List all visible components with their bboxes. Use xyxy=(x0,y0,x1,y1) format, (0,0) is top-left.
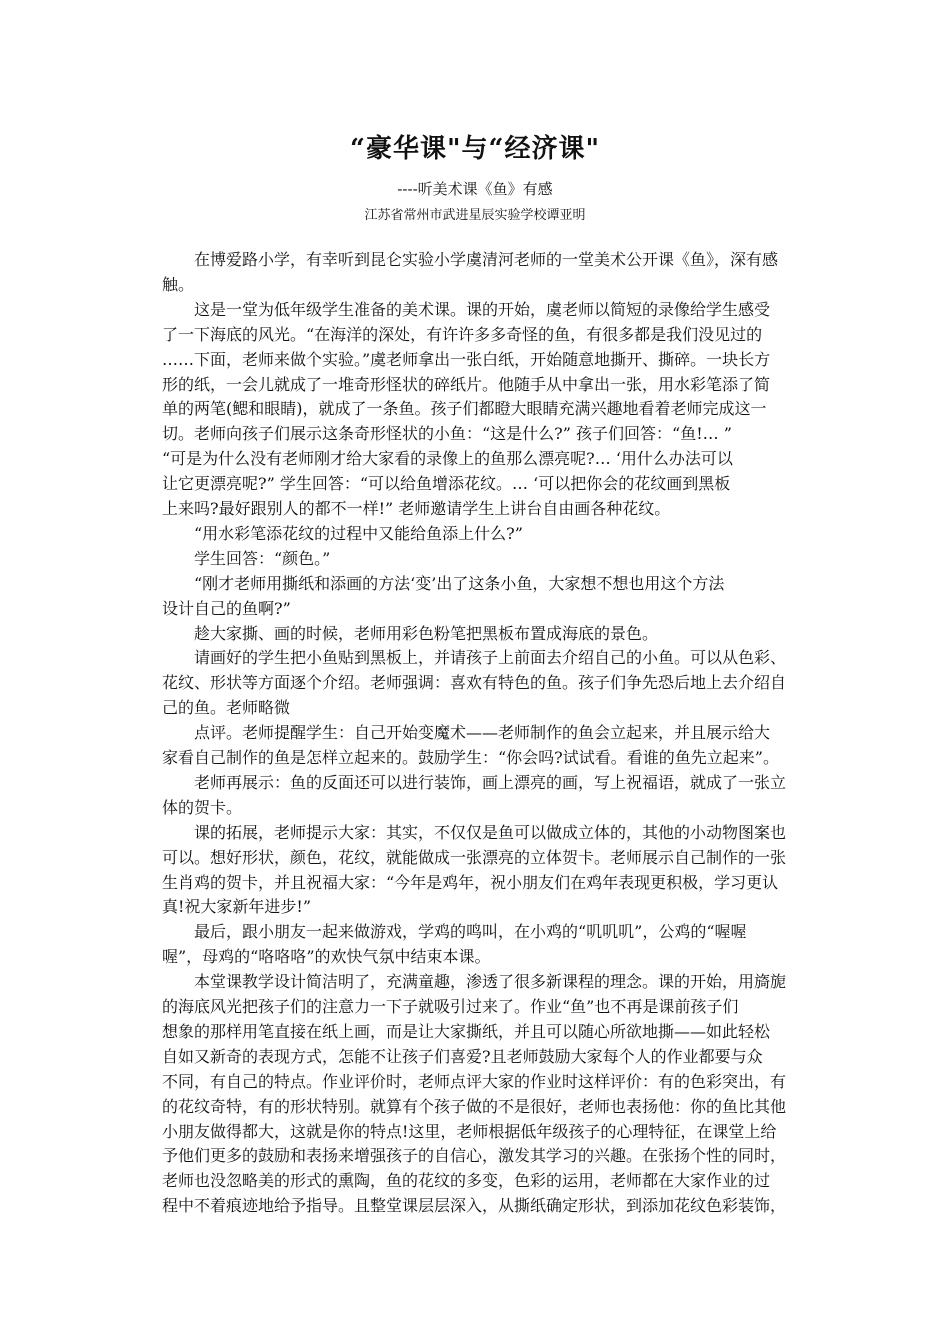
text-line: 本堂课教学设计简洁明了，充满童趣，渗透了很多新课程的理念。课的开始，用旖旎 xyxy=(194,972,787,992)
text-line: “用水彩笔添花纹的过程中又能给鱼添上什么?” xyxy=(194,523,523,543)
document-subtitle: ----听美术课《鱼》有感 xyxy=(397,180,553,198)
document-title: “豪华课"与“经济课" xyxy=(349,134,600,164)
text-line: 设计自己的鱼啊?” xyxy=(162,598,291,618)
text-line: 趁大家撕、画的时候，老师用彩色粉笔把黑板布置成海底的景色。 xyxy=(194,623,659,643)
text-line: 体的贺卡。 xyxy=(162,797,243,817)
text-line: 的花纹奇特，有的形状特别。就算有个孩子做的不是很好，老师也表扬他：你的鱼比其他 xyxy=(162,1096,787,1116)
text-line: 家看自己制作的鱼是怎样立起来的。鼓励学生：“你会吗?试试看。看谁的鱼先立起来”。 xyxy=(162,748,779,767)
text-line: ……下面，老师来做个实验。”虞老师拿出一张白纸，开始随意地撕开、撕碎。一块长方 xyxy=(162,349,771,369)
text-line: 最后，跟小朋友一起来做游戏，学鸡的鸣叫，在小鸡的“叽叽叽”，公鸡的“喔喔 xyxy=(194,922,747,942)
text-line: 在博爱路小学，有幸听到昆仑实验小学虞清河老师的一堂美术公开课《鱼》，深有感 xyxy=(194,250,779,269)
text-line: 老师再展示：鱼的反面还可以进行装饰，画上漂亮的画，写上祝福语，就成了一张立 xyxy=(194,772,787,792)
text-line: 的海底风光把孩子们的注意力一下子就吸引过来了。作业“鱼”也不再是课前孩子们 xyxy=(162,997,739,1016)
text-line: 学生回答：“颜色。” xyxy=(194,548,331,568)
text-line: 想象的那样用笔直接在纸上画，而是让大家撕纸，并且可以随心所欲地撕——如此轻松 xyxy=(162,1021,771,1041)
text-line: 点评。老师提醒学生：自己开始变魔术——老师制作的鱼会立起来，并且展示给大 xyxy=(194,723,771,743)
text-line: 不同，有自己的特点。作业评价时，老师点评大家的作业时这样评价：有的色彩突出，有 xyxy=(162,1071,787,1091)
text-line: 了一下海底的风光。“在海洋的深处，有许许多多奇怪的鱼，有很多都是我们没见过的 xyxy=(162,324,763,344)
text-line: 小朋友做得都大，这就是你的特点!这里，老师根据低年级孩子的心理特征，在课堂上给 xyxy=(162,1121,777,1141)
text-line: 老师也没忽略美的形式的熏陶，鱼的花纹的多变，色彩的运用，老师都在大家作业的过 xyxy=(162,1171,771,1191)
text-line: 上来吗?最好跟别人的都不一样!” 老师邀请学生上讲台自由画各种花纹。 xyxy=(162,499,671,518)
text-line: 喔”，母鸡的“咯咯咯”的欢快气氛中结束本课。 xyxy=(162,947,491,967)
text-line: 让它更漂亮呢?” 学生回答：“可以给鱼增添花纹。… ‘可以把你会的花纹画到黑板 xyxy=(162,474,731,494)
text-line: 程中不着痕迹地给予指导。且整堂课层层深入，从撕纸确定形状，到添加花纹色彩装饰， xyxy=(162,1196,787,1216)
text-line: 单的两笔(鳃和眼睛)，就成了一条鱼。孩子们都瞪大眼睛充满兴趣地看着老师完成这一 xyxy=(162,399,767,419)
text-line: 花纹、形状等方面逐个介绍。老师强调：喜欢有特色的鱼。孩子们争先恐后地上去介绍自 xyxy=(162,673,787,693)
document-author: 江苏省常州市武进星辰实验学校谭亚明 xyxy=(364,208,586,223)
text-line: 予他们更多的鼓励和表扬来增强孩子的自信心，激发其学习的兴趣。在张扬个性的同时， xyxy=(162,1146,787,1166)
text-line: 生肖鸡的贺卡，并且祝福大家：“今年是鸡年，祝小朋友们在鸡年表现更积极，学习更认 xyxy=(162,872,779,892)
text-line: 真!祝大家新年进步!” xyxy=(162,897,312,917)
text-line: 己的鱼。老师略微 xyxy=(162,698,291,718)
text-line: 切。老师向孩子们展示这条奇形怪状的小鱼：“这是什么?” 孩子们回答：“鱼!… ” xyxy=(162,424,732,444)
text-line: 可以。想好形状，颜色，花纹，就能做成一张漂亮的立体贺卡。老师展示自己制作的一张 xyxy=(162,847,787,867)
text-line: 触。 xyxy=(162,274,195,294)
text-line: 这是一堂为低年级学生准备的美术课。课的开始，虞老师以简短的录像给学生感受 xyxy=(194,299,771,319)
text-line: “可是为什么没有老师刚才给大家看的录像上的鱼那么漂亮呢?… ‘用什么办法可以 xyxy=(162,449,733,469)
text-line: “刚才老师用撕纸和添画的方法‘变’出了这条小鱼，大家想不想也用这个方法 xyxy=(194,573,725,593)
text-line: 请画好的学生把小鱼贴到黑板上，并请孩子上前面去介绍自己的小鱼。可以从色彩、 xyxy=(194,648,787,668)
text-line: 形的纸，一会儿就成了一堆奇形怪状的碎纸片。他随手从中拿出一张，用水彩笔添了简 xyxy=(162,374,771,394)
text-line: 课的拓展，老师提示大家：其实，不仅仅是鱼可以做成立体的，其他的小动物图案也 xyxy=(194,822,787,842)
text-line: 自如又新奇的表现方式，怎能不让孩子们喜爱?且老师鼓励大家每个人的作业都要与众 xyxy=(162,1046,763,1066)
